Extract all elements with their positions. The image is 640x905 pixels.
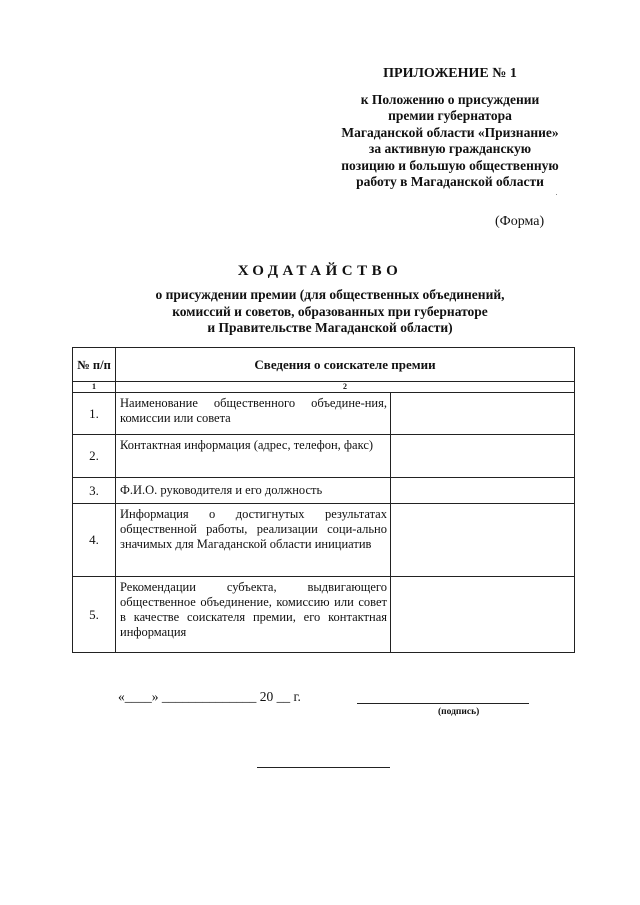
row-description: Информация о достигнутых результатах общественной работы, реализации соци-ально значимых для Магаданской области инициатив [116,504,391,577]
row-number: 1. [73,393,116,435]
form-label: (Форма) [495,214,545,229]
appendix-line: к Положению о присуждении [360,91,540,107]
column-index: 2 [116,382,575,393]
table-row [73,577,575,653]
row-number: 3. [73,478,116,504]
header-num: № п/п [73,348,116,382]
nomination-table [72,347,575,653]
row-value-cell[interactable] [391,504,575,577]
row-number: 2. [73,435,116,478]
document-subtitle [70,287,590,337]
subtitle-line: и Правительстве Магаданской области) [207,320,453,335]
row-value-cell[interactable] [391,478,575,504]
appendix-line: за активную гражданскую [368,141,532,156]
table-row [73,435,575,478]
row-description: Наименование общественного объедине-ния, комиссии или совета [116,393,391,435]
signature-line[interactable] [357,703,529,704]
table-header-row [73,348,575,382]
document-title: ХОДАТАЙСТВО [237,263,403,279]
row-description: Ф.И.О. руководителя и его должность [116,478,391,504]
row-number: 5. [73,577,116,653]
row-value-cell[interactable] [391,577,575,653]
appendix-line: позицию и большую общественную [341,157,559,173]
table-index-row [73,382,575,393]
table-row [73,504,575,577]
row-description: Контактная информация (адрес, телефон, факс) [116,435,391,478]
date-line: «____» ______________ 20 __ г. [118,689,301,704]
table-row [73,393,575,435]
appendix-line: премии губернатора [388,108,512,123]
bottom-rule [257,767,390,768]
header-info: Сведения о соискателе премии [116,348,575,382]
row-number: 4. [73,504,116,577]
appendix-line: работу в Магаданской области [356,174,544,189]
signature-caption: (подпись) [438,707,480,717]
scan-speck [556,194,557,195]
row-description: Рекомендации субъекта, выдвигающего общественное объединение, комиссию или совет в качестве соискателя премии, его контактная информация [116,577,391,653]
appendix-block [318,66,582,191]
column-index: 1 [73,382,116,393]
row-value-cell[interactable] [391,393,575,435]
table-row [73,478,575,504]
appendix-line: Магаданской области «Признание» [341,124,559,140]
subtitle-line: комиссий и советов, образованных при губернаторе [172,303,488,319]
row-value-cell[interactable] [391,435,575,478]
appendix-title: ПРИЛОЖЕНИЕ № 1 [383,66,517,81]
subtitle-line: о присуждении премии (для общественных объединений, [155,287,505,302]
